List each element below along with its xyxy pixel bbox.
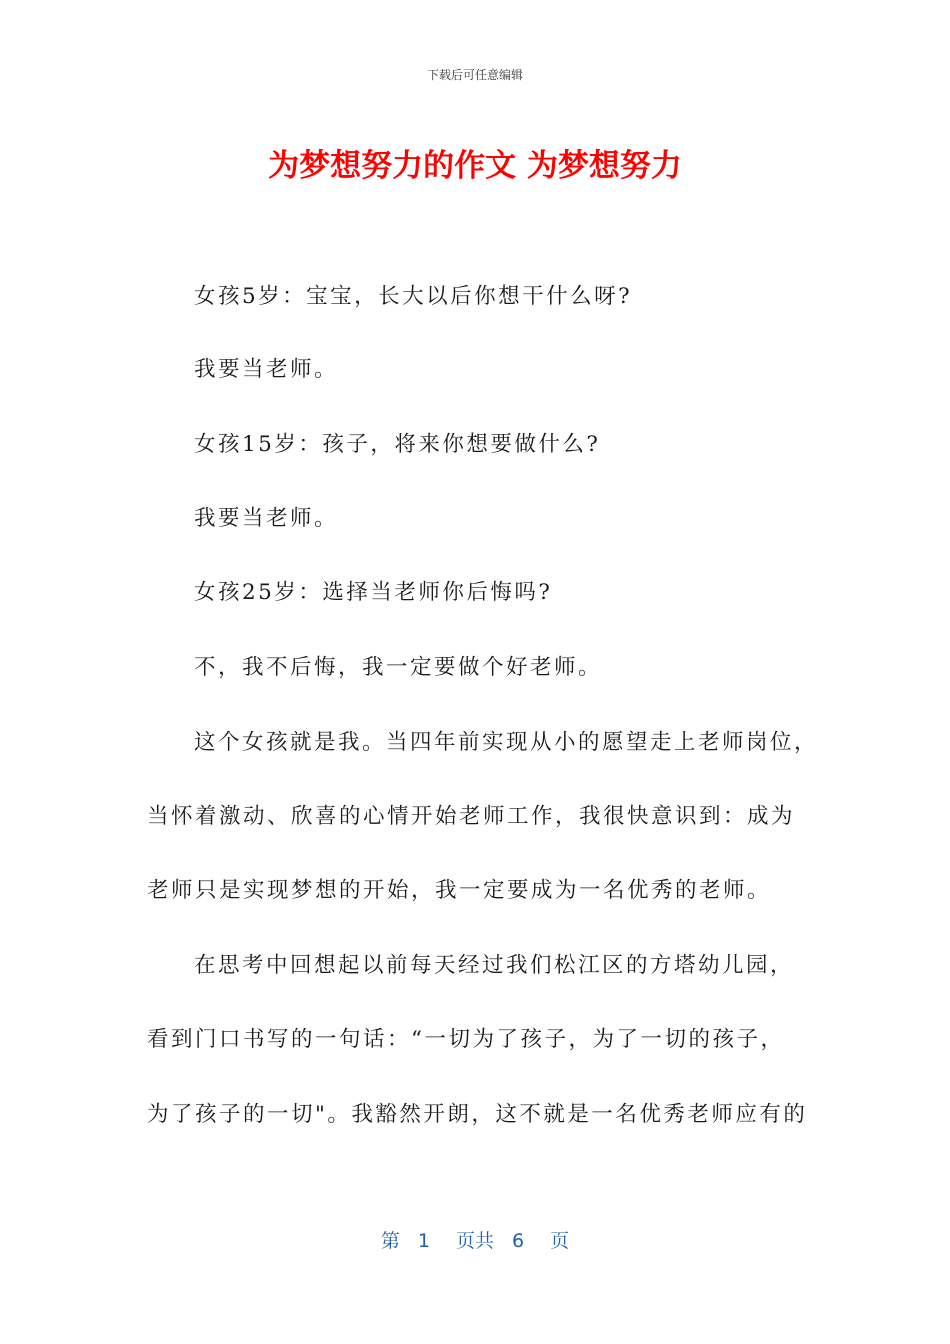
paragraph-line: 女孩5岁：宝宝，长大以后你想干什么呀? — [194, 284, 633, 309]
page-label-prefix: 第 — [380, 1230, 400, 1252]
paragraph-line: 不，我不后悔，我一定要做个好老师。 — [194, 655, 603, 680]
paragraph-line: 老师只是实现梦想的开始，我一定要成为一名优秀的老师。 — [147, 878, 772, 903]
total-pages-number: 6 — [512, 1230, 525, 1252]
page-label-suffix: 页 — [550, 1230, 570, 1252]
document-title: 为梦想努力的作文 为梦想努力 — [268, 148, 682, 184]
paragraph-line: 在思考中回想起以前每天经过我们松江区的方塔幼儿园， — [194, 953, 795, 978]
paragraph-line: 女孩15岁：孩子，将来你想要做什么? — [194, 432, 601, 457]
paragraph-line: 女孩25岁：选择当老师你后悔吗? — [194, 580, 553, 605]
paragraph-line: 看到门口书写的一句话：“一切为了孩子，为了一切的孩子， — [147, 1027, 785, 1052]
paragraph-line: 这个女孩就是我。当四年前实现从小的愿望走上老师岗位， — [194, 730, 819, 755]
paragraph-line: 我要当老师。 — [194, 357, 339, 382]
paragraph-line: 为了孩子的一切"。我豁然开朗，这不就是一名优秀老师应有的 — [147, 1102, 808, 1127]
paragraph-line: 我要当老师。 — [194, 506, 339, 531]
page-label-mid: 页共 — [455, 1230, 494, 1252]
header-note: 下载后可任意编辑 — [426, 68, 523, 82]
paragraph-line: 当怀着激动、欣喜的心情开始老师工作，我很快意识到：成为 — [147, 804, 796, 829]
page-footer — [0, 1226, 950, 1253]
current-page-number: 1 — [417, 1230, 430, 1252]
